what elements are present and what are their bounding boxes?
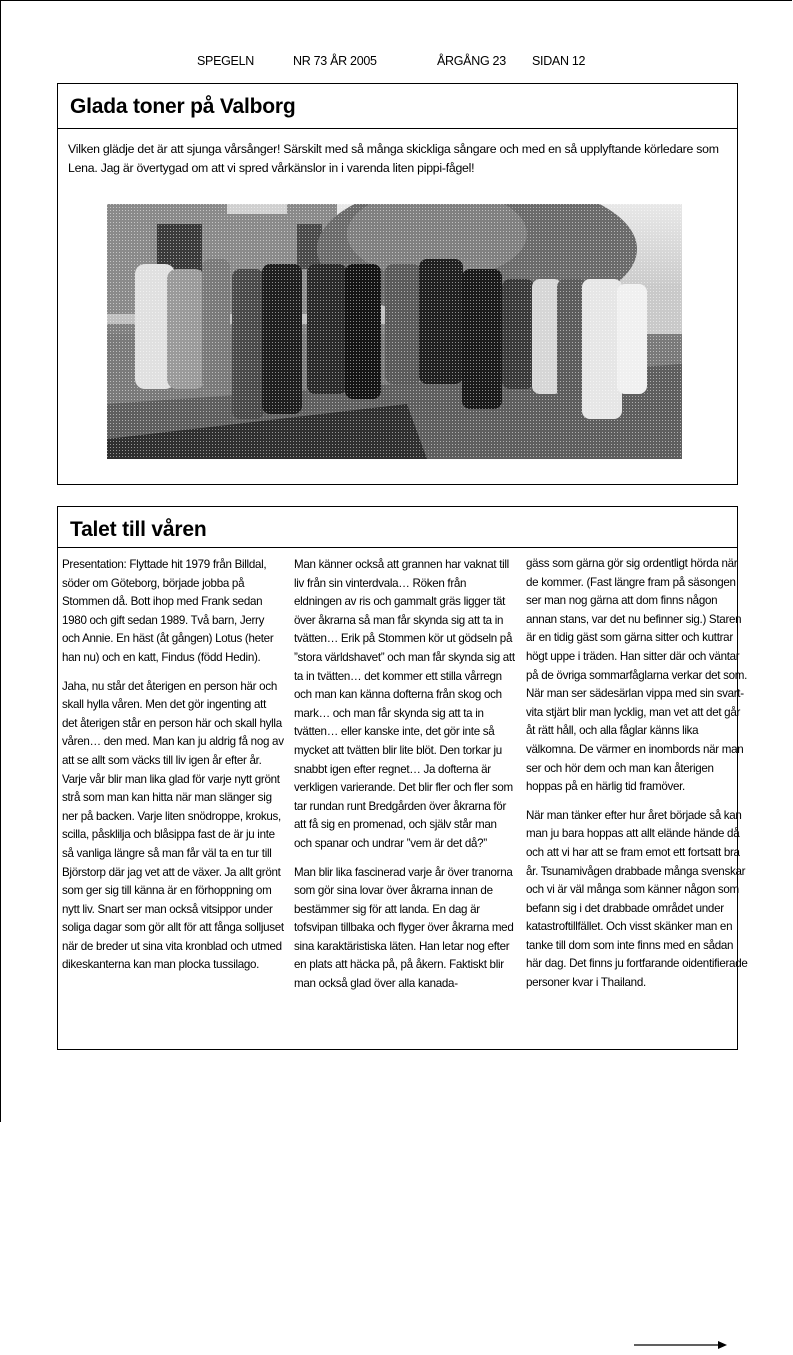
choir-photo xyxy=(107,204,682,459)
text-column-3 xyxy=(526,555,748,1003)
article-header xyxy=(58,507,737,548)
paragraph: När man tänker efter hur året började så kan man ju bara hoppas att allt elände hände då och att vi har att se fram emot ett fortsatt bra år. Tsunamivågen drabbade många svenskar och vi är väl många som känner någon som befann sig i det drabbade området under katastroftillfället. Och visst skänker man en tanke till dom som inte finns med en sådan här dag. Det finns ju fortfarande oidentifierade personer kvar i Thailand. xyxy=(526,808,748,990)
paragraph: Presentation: Flyttade hit 1979 från Billdal, söder om Göteborg, började jobba på Stommen då. Bott ihop med Frank sedan 1980 och gift sedan 1989. Två barn, Jerry och Annie. En häst (åt gången) Lotus (heter han nu) och en katt, Findus (född Hedin). xyxy=(62,558,274,664)
masthead xyxy=(0,54,793,70)
page-edge-left xyxy=(0,0,1,1122)
paragraph: Man blir lika fascinerad varje år över tranorna som gör sina lovar över åkrarna innan de bestämmer sig för att landa. En dag är tofsvipan tillbaka och flyger över åkrarna med sina karaktäristiska läten. Han letar nog efter en plats att häcka på, på åkern. Faktiskt blir man också glad över alla kanada- xyxy=(294,865,514,991)
volume-number: ÅRGÅNG 23 xyxy=(437,54,506,68)
article-header xyxy=(58,84,737,129)
article-spring-speech xyxy=(57,506,748,1050)
page-edge-top xyxy=(0,0,792,1)
continue-arrow-icon xyxy=(634,1337,729,1355)
paragraph: Man känner också att grannen har vaknat till liv från sin vinterdvala… Röken från eldningen av ris och gammalt gräs ligger tät över åkrarna så man får skynda sig att ta in tvätten… Erik på Stommen kör ut gödseln på ”stora världshavet” och man får skynda sig att ta in tvätten… det kommer ett stilla vårregn och man kan känna dofterna från skog och mark… och man får skynda sig att ta in tvätten… eller kanske inte, det gör inte så mycket att tvätten blir lite blöt. Den torkar ju snabbt igen efter regnet… Ja dofterna är verkligen varierande. Det blir fler och fler som tar rundan runt Bredgården över åkrarna för att få sig en promenad, och själv står man och spanar och undrar ”vem är det då?” xyxy=(294,558,515,850)
text-column-2 xyxy=(294,556,516,1004)
page-number: SIDAN 12 xyxy=(532,54,586,68)
article-title: Glada toner på Valborg xyxy=(70,95,296,118)
text-column-1 xyxy=(62,556,284,985)
publication-name: SPEGELN xyxy=(197,54,254,68)
article-title: Talet till våren xyxy=(70,518,207,541)
issue-number: NR 73 ÅR 2005 xyxy=(293,54,377,68)
paragraph: Jaha, nu står det återigen en person här och skall hylla våren. Men det gör ingenting att det återigen står en person här och skall hylla våren… den med. Man kan ju aldrig få nog av att se allt som väcks till liv igen år efter år. Varje vår blir man lika glad för varje nytt grönt strå som man kan hitta när man slänger sig ner på backen. Varje liten snödroppe, krokus, scilla, påsklilja och blåsippa fast de är ju inte så vanliga längre så man får väl ta en tur till Björstorp där jag vet att de växer. Ja allt grönt som ger sig till känna är en förhoppning om nytt liv. Snart ser man också vitsippor under soliga dagar som gör allt för att fånga solljuset när de breder ut sina vita kronblad och utmed dikeskanterna kan man plocka tussilago. xyxy=(62,679,284,972)
paragraph: gäss som gärna gör sig ordentligt hörda när de kommer. (Fast längre fram på säsongen ser man nog gärna att dom finns någon annan stans, var det nu befinner sig.) Staren är en tidig gäst som gärna sitter och kuttrar högt uppe i träden. Han sitter där och väntar på de övriga sommarfåglarna verkar det som. När man ser sädesärlan vippa med sin svart-vita stjärt blir man lycklig, man vet att det går åt rätt håll, och alla fåglar känns lika välkomna. De värmer en inombords när man ser och hör dem och man kan återigen hoppas på en härlig tid framöver. xyxy=(526,557,748,794)
article-intro: Vilken glädje det är att sjunga vårsånger! Särskilt med så många skickliga sångare och med en så upplyftande körledare som Lena. Jag är övertygad om att vi spred vårkänslor in i varenda liten pippi-fågel! xyxy=(68,142,719,175)
article-valborg xyxy=(57,83,738,485)
